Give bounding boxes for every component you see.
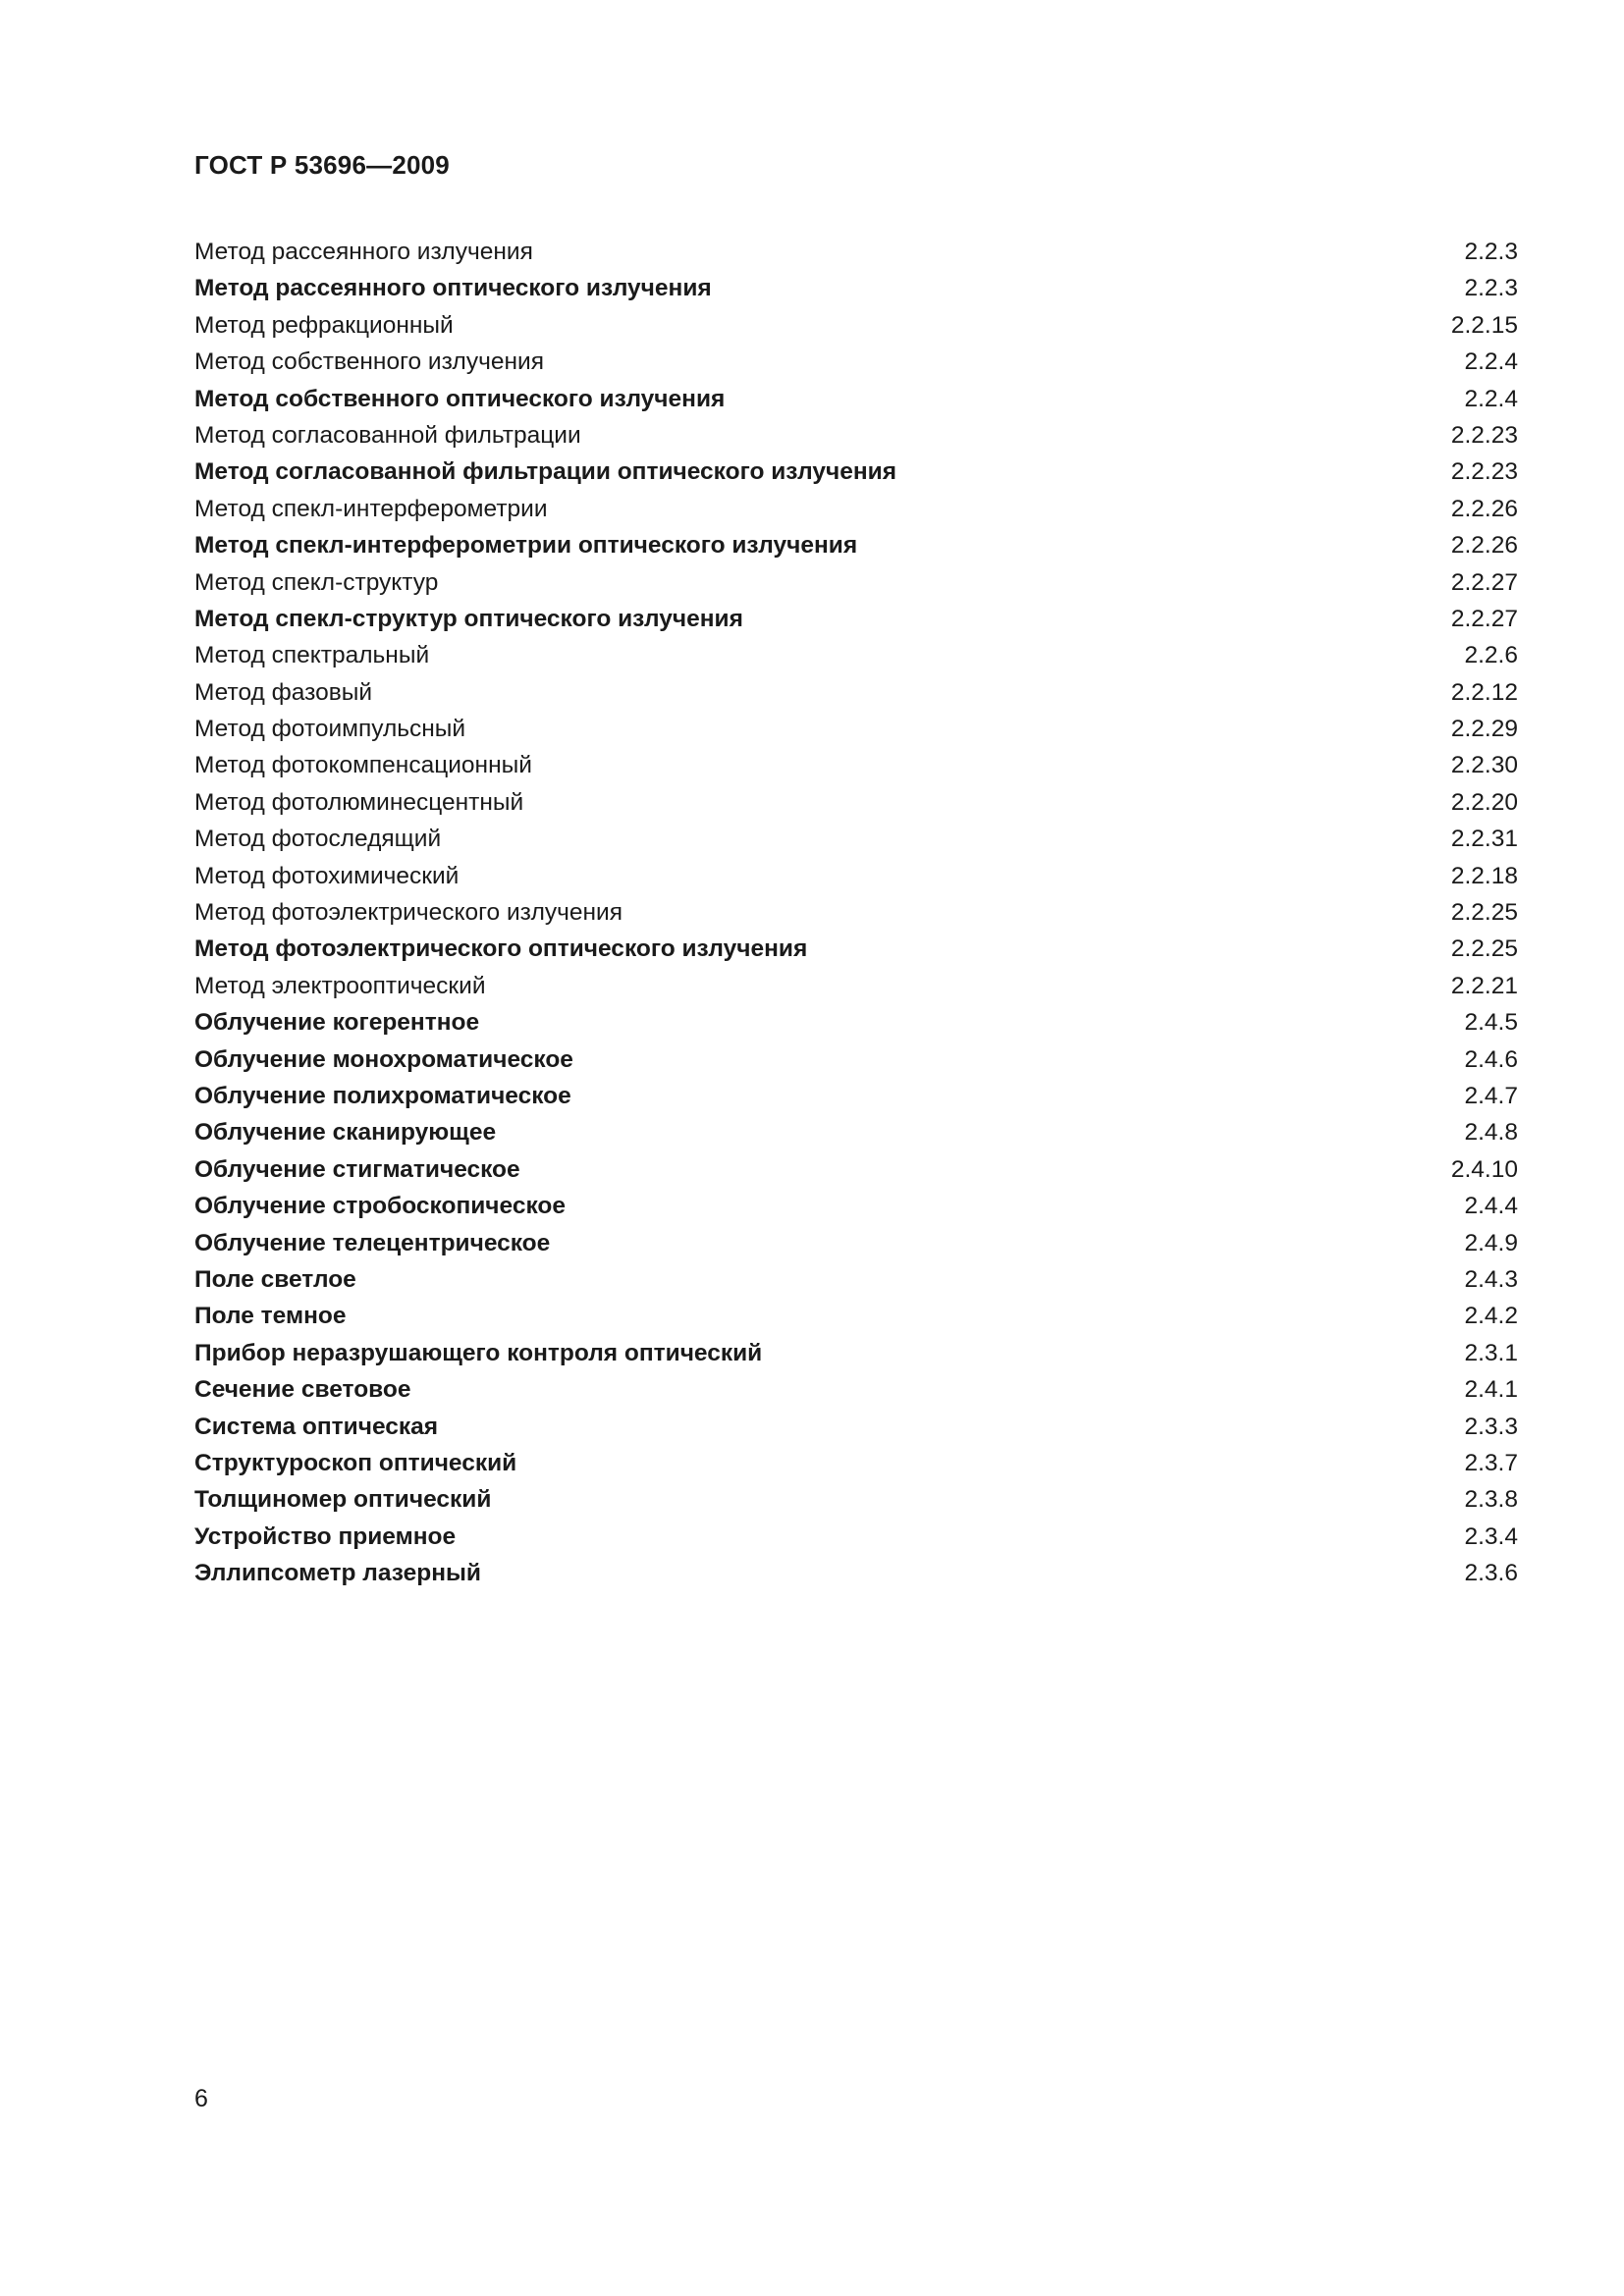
- index-term: Облучение стробоскопическое: [194, 1193, 566, 1220]
- index-entry: [194, 491, 1518, 527]
- index-entry: [194, 1114, 1518, 1150]
- index-term: Метод собственного излучения: [194, 348, 544, 376]
- index-entry: [194, 1409, 1518, 1445]
- index-term: Метод спекл-интерферометрии: [194, 495, 548, 522]
- index-reference: 2.4.6: [1464, 1045, 1518, 1073]
- document-header: [194, 150, 450, 181]
- index-term: Сечение световое: [194, 1376, 411, 1404]
- index-reference: 2.2.3: [1464, 239, 1518, 265]
- index-reference: 2.2.3: [1464, 275, 1518, 302]
- index-term: Облучение монохроматическое: [194, 1045, 573, 1073]
- index-entry: [194, 527, 1518, 563]
- index-entry: [194, 601, 1518, 637]
- index-reference: 2.2.27: [1450, 605, 1518, 632]
- index-reference: 2.4.3: [1464, 1265, 1518, 1293]
- index-term: Прибор неразрушающего контроля оптический: [194, 1339, 763, 1366]
- index-reference: 2.2.29: [1450, 716, 1518, 743]
- index-entry: [194, 417, 1518, 454]
- index-reference: 2.4.1: [1464, 1376, 1518, 1404]
- index-entry: [194, 381, 1518, 417]
- index-entry: [194, 1151, 1518, 1188]
- index-reference: 2.2.15: [1450, 311, 1518, 339]
- index-entry: [194, 894, 1518, 931]
- index-reference: 2.4.5: [1464, 1009, 1518, 1037]
- index-reference: 2.2.30: [1450, 752, 1518, 779]
- index-entry: [194, 821, 1518, 857]
- index-entry: [194, 931, 1518, 967]
- index-term: Толщиномер оптический: [194, 1486, 492, 1514]
- index-term: Метод фотокомпенсационный: [194, 752, 532, 779]
- index-entry: [194, 454, 1518, 490]
- index-term: Метод собственного оптического излучения: [194, 385, 726, 412]
- index-entry: [194, 1555, 1518, 1591]
- index-term: Система оптическая: [194, 1413, 439, 1440]
- index-entry: [194, 1004, 1518, 1041]
- index-term: Метод рассеянного оптического излучения: [194, 275, 712, 302]
- index-term: Эллипсометр лазерный: [194, 1560, 481, 1587]
- index-term: Метод фазовый: [194, 678, 373, 706]
- index-reference: 2.2.26: [1450, 495, 1518, 522]
- index-entry: [194, 1519, 1518, 1555]
- index-entry: [194, 564, 1518, 601]
- index-entry: [194, 968, 1518, 1004]
- index-reference: 2.2.23: [1450, 458, 1518, 486]
- index-entry: [194, 344, 1518, 380]
- index-reference: 2.3.1: [1464, 1339, 1518, 1366]
- index-reference: 2.2.21: [1450, 972, 1518, 999]
- index-term: Метод спекл-интерферометрии оптического излучения: [194, 532, 858, 560]
- index-reference: 2.2.23: [1450, 421, 1518, 449]
- index-reference: 2.4.4: [1464, 1193, 1518, 1220]
- index-entry: [194, 858, 1518, 894]
- index-reference: 2.2.20: [1450, 788, 1518, 816]
- index-term: Метод рассеянного излучения: [194, 239, 533, 265]
- index-entry: [194, 1335, 1518, 1371]
- index-reference: 2.3.6: [1464, 1560, 1518, 1587]
- index-term: Метод согласованной фильтрации: [194, 421, 581, 449]
- index-term: Метод согласованной фильтрации оптического излучения: [194, 458, 897, 486]
- index-term: Устройство приемное: [194, 1522, 457, 1550]
- index-entry: [194, 1225, 1518, 1261]
- index-reference: 2.4.8: [1464, 1119, 1518, 1147]
- index-entry: [194, 1188, 1518, 1224]
- index-reference: 2.2.27: [1450, 568, 1518, 596]
- index-entry: [194, 307, 1518, 344]
- index-term: Метод фотоэлектрического излучения: [194, 899, 623, 927]
- index-reference: 2.2.31: [1450, 826, 1518, 853]
- index-entry: [194, 784, 1518, 821]
- index-reference: 2.2.25: [1450, 935, 1518, 963]
- index-term: Метод электрооптический: [194, 972, 486, 999]
- index-reference: 2.2.12: [1450, 678, 1518, 706]
- index-entry: [194, 1371, 1518, 1408]
- index-reference: 2.2.6: [1464, 642, 1518, 669]
- index-entry: [194, 1078, 1518, 1114]
- index-reference: 2.4.9: [1464, 1229, 1518, 1256]
- index-term: Метод спекл-структур: [194, 568, 439, 596]
- index-entry: [194, 270, 1518, 306]
- page-number: 6: [194, 2085, 208, 2112]
- index-entry: [194, 234, 1518, 270]
- index-reference: 2.2.26: [1450, 532, 1518, 560]
- index-entry: [194, 674, 1518, 711]
- index-term: Поле светлое: [194, 1265, 356, 1293]
- index-term: Метод рефракционный: [194, 311, 454, 339]
- index-reference: 2.2.25: [1450, 899, 1518, 927]
- index-term: Метод фотолюминесцентный: [194, 788, 524, 816]
- index-term: Облучение сканирующее: [194, 1119, 497, 1147]
- index-term: Метод фотоимпульсный: [194, 716, 466, 743]
- index-term: Облучение телецентрическое: [194, 1229, 551, 1256]
- index-reference: 2.2.4: [1464, 348, 1518, 376]
- index-term: Метод фотохимический: [194, 862, 460, 889]
- index-term: Метод фотоследящий: [194, 826, 442, 853]
- index-term: Структуроскоп оптический: [194, 1449, 517, 1476]
- index-entry: [194, 1445, 1518, 1481]
- index-term: Облучение полихроматическое: [194, 1082, 571, 1109]
- term-index-list: [194, 234, 1518, 1591]
- index-term: Облучение когерентное: [194, 1009, 480, 1037]
- index-reference: 2.3.8: [1464, 1486, 1518, 1514]
- index-term: Поле темное: [194, 1303, 347, 1330]
- index-entry: [194, 711, 1518, 747]
- index-reference: 2.3.4: [1464, 1522, 1518, 1550]
- index-term: Метод фотоэлектрического оптического излучения: [194, 935, 808, 963]
- index-term: Метод спектральный: [194, 642, 430, 669]
- index-reference: 2.4.7: [1464, 1082, 1518, 1109]
- document-title: ГОСТ Р 53696—2009: [194, 150, 450, 180]
- index-entry: [194, 637, 1518, 673]
- index-reference: 2.2.4: [1464, 385, 1518, 412]
- index-entry: [194, 747, 1518, 783]
- index-entry: [194, 1261, 1518, 1298]
- index-term: Метод спекл-структур оптического излучения: [194, 605, 743, 632]
- index-entry: [194, 1298, 1518, 1334]
- index-reference: 2.4.10: [1450, 1155, 1518, 1183]
- index-reference: 2.2.18: [1450, 862, 1518, 889]
- index-reference: 2.3.7: [1464, 1449, 1518, 1476]
- index-entry: [194, 1041, 1518, 1078]
- index-entry: [194, 1481, 1518, 1518]
- index-term: Облучение стигматическое: [194, 1155, 520, 1183]
- index-reference: 2.3.3: [1464, 1413, 1518, 1440]
- index-reference: 2.4.2: [1464, 1303, 1518, 1330]
